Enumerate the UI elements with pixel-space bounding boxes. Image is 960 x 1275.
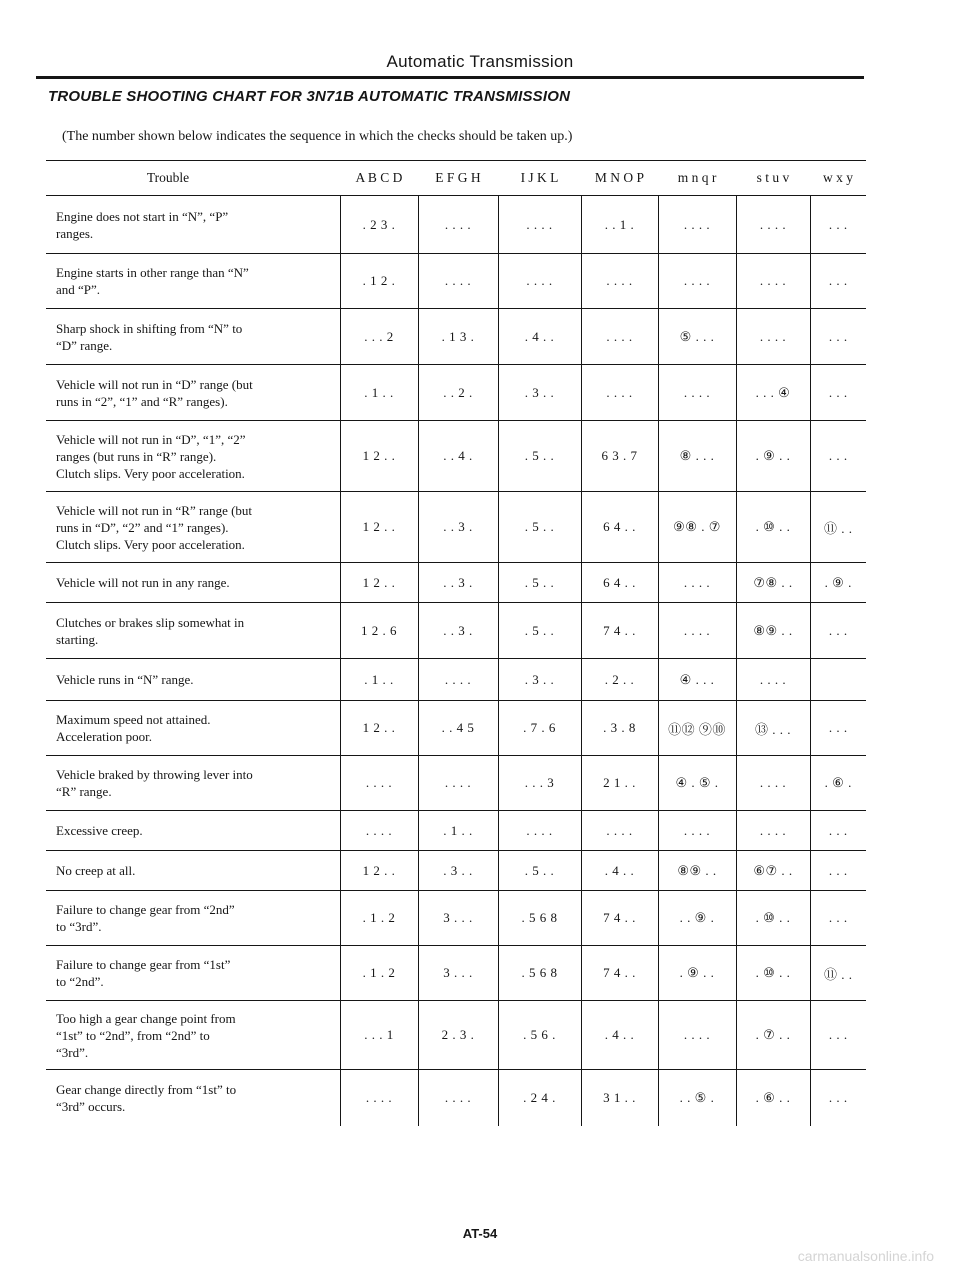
check-sequence-cell: . . .: [810, 1001, 866, 1070]
table-body: [46, 196, 866, 1126]
check-sequence-cell: ⑪⑫ ⑨⑩: [658, 701, 736, 756]
check-sequence-cell: ⑦⑧ . .: [736, 563, 810, 603]
trouble-description: [46, 1001, 340, 1070]
table-row: [46, 659, 866, 701]
check-sequence-cell: . . . 1: [340, 1001, 418, 1070]
trouble-description: [46, 365, 340, 421]
check-sequence-cell: . . . .: [340, 1070, 418, 1126]
table-header-row: [46, 161, 866, 196]
check-sequence-cell: 2 1 . .: [581, 756, 658, 811]
check-sequence-cell: . . . .: [736, 196, 810, 254]
check-sequence-cell: 1 2 . .: [340, 701, 418, 756]
check-sequence-cell: . 2 3 .: [340, 196, 418, 254]
check-sequence-cell: . . . .: [658, 603, 736, 659]
trouble-line: Vehicle will not run in “D” range (but: [56, 376, 253, 392]
trouble-line: Vehicle runs in “N” range.: [56, 672, 194, 687]
check-sequence-cell: [810, 659, 866, 701]
check-sequence-cell: . 5 6 8: [498, 946, 581, 1001]
trouble-line: Excessive creep.: [56, 823, 143, 838]
trouble-description: [46, 946, 340, 1001]
table-row: [46, 421, 866, 492]
check-sequence-cell: . . .: [810, 309, 866, 365]
trouble-line: No creep at all.: [56, 863, 136, 878]
check-sequence-cell: . . .: [810, 196, 866, 254]
check-sequence-cell: . . 1 .: [581, 196, 658, 254]
check-sequence-cell: . 5 . .: [498, 603, 581, 659]
trouble-description: [46, 891, 340, 946]
check-sequence-cell: . ⑩ . .: [736, 492, 810, 563]
table-row: [46, 1070, 866, 1126]
check-sequence-cell: . 5 . .: [498, 421, 581, 492]
check-sequence-cell: . . . .: [658, 365, 736, 421]
column-header-group-5: m n q r: [658, 161, 736, 196]
page-number: AT-54: [462, 1226, 498, 1241]
table-row: [46, 811, 866, 851]
check-sequence-cell: . 1 . .: [418, 811, 498, 851]
check-sequence-cell: . . .: [810, 1070, 866, 1126]
check-sequence-cell: . ⑨ . .: [736, 421, 810, 492]
trouble-line: Failure to change gear from “1st”: [56, 957, 231, 972]
check-sequence-cell: 3 1 . .: [581, 1070, 658, 1126]
check-sequence-cell: . ⑨ . .: [658, 946, 736, 1001]
trouble-description: [46, 563, 340, 603]
table-row: [46, 851, 866, 891]
check-sequence-cell: . . ⑤ .: [658, 1070, 736, 1126]
check-sequence-cell: . 1 . 2: [340, 946, 418, 1001]
check-sequence-cell: 1 2 . .: [340, 563, 418, 603]
table-row: [46, 365, 866, 421]
check-sequence-cell: 7 4 . .: [581, 603, 658, 659]
table-row: [46, 1001, 866, 1070]
check-sequence-cell: . . . .: [581, 365, 658, 421]
trouble-description: [46, 603, 340, 659]
check-sequence-cell: . 1 2 .: [340, 254, 418, 309]
check-sequence-cell: . . . .: [658, 563, 736, 603]
check-sequence-cell: . . . .: [581, 811, 658, 851]
trouble-line: “1st” to “2nd”, from “2nd” to: [56, 1027, 210, 1043]
trouble-description: [46, 254, 340, 309]
trouble-description: [46, 196, 340, 254]
trouble-description: [46, 701, 340, 756]
trouble-line: to “3rd”.: [56, 919, 102, 934]
trouble-description: [46, 492, 340, 563]
trouble-line: “3rd”.: [56, 1044, 89, 1060]
trouble-line: Vehicle braked by throwing lever into: [56, 767, 253, 782]
sequence-note: (The number shown below indicates the sequence in which the checks should be taken up.): [62, 129, 573, 144]
table-row: [46, 891, 866, 946]
table-row: [46, 196, 866, 254]
check-sequence-cell: . . . 2: [340, 309, 418, 365]
check-sequence-cell: . . . .: [498, 811, 581, 851]
check-sequence-cell: . . .: [810, 811, 866, 851]
check-sequence-cell: . 4 . .: [581, 1001, 658, 1070]
check-sequence-cell: . ⑨ .: [810, 563, 866, 603]
check-sequence-cell: . . . .: [418, 1070, 498, 1126]
check-sequence-cell: . . . .: [418, 196, 498, 254]
check-sequence-cell: . 1 . 2: [340, 891, 418, 946]
check-sequence-cell: . . . .: [736, 659, 810, 701]
watermark-text: carmanualsonline.info: [797, 1248, 934, 1264]
trouble-line: Vehicle will not run in “R” range (but: [56, 502, 253, 518]
check-sequence-cell: 6 4 . .: [581, 492, 658, 563]
trouble-line: “D” range.: [56, 337, 113, 353]
check-sequence-cell: . 3 . .: [498, 659, 581, 701]
check-sequence-cell: . ⑩ . .: [736, 891, 810, 946]
check-sequence-cell: . . 4 5: [418, 701, 498, 756]
chart-title: TROUBLE SHOOTING CHART FOR 3N71B AUTOMATIC TRANSMISSION: [48, 88, 571, 105]
table-row: [46, 756, 866, 811]
check-sequence-cell: ⑨⑧ . ⑦: [658, 492, 736, 563]
check-sequence-cell: ⑬ . . .: [736, 701, 810, 756]
trouble-line: Too high a gear change point from: [56, 1010, 236, 1026]
check-sequence-cell: . 2 4 .: [498, 1070, 581, 1126]
check-sequence-cell: . . .: [810, 701, 866, 756]
trouble-line: ranges.: [56, 225, 94, 241]
check-sequence-cell: . . .: [810, 891, 866, 946]
check-sequence-cell: . 4 . .: [498, 309, 581, 365]
table-row: [46, 946, 866, 1001]
column-header-group-1: A B C D: [340, 161, 418, 196]
trouble-line: to “2nd”.: [56, 974, 104, 989]
trouble-line: Engine starts in other range than “N”: [56, 265, 249, 280]
check-sequence-cell: . 2 . .: [581, 659, 658, 701]
check-sequence-cell: 6 4 . .: [581, 563, 658, 603]
trouble-description: [46, 851, 340, 891]
check-sequence-cell: . ⑩ . .: [736, 946, 810, 1001]
check-sequence-cell: . . .: [810, 851, 866, 891]
trouble-line: Failure to change gear from “2nd”: [56, 902, 235, 917]
check-sequence-cell: . . . .: [658, 196, 736, 254]
check-sequence-cell: . . . .: [498, 254, 581, 309]
check-sequence-cell: . . . ④: [736, 365, 810, 421]
trouble-line: Sharp shock in shifting from “N” to: [56, 320, 243, 336]
check-sequence-cell: . . . .: [658, 1001, 736, 1070]
check-sequence-cell: . . . .: [340, 756, 418, 811]
check-sequence-cell: . . . .: [736, 254, 810, 309]
check-sequence-cell: . . .: [810, 421, 866, 492]
check-sequence-cell: . . . .: [658, 811, 736, 851]
table-row: [46, 701, 866, 756]
check-sequence-cell: . 1 . .: [340, 365, 418, 421]
check-sequence-cell: ⑤ . . .: [658, 309, 736, 365]
check-sequence-cell: . 3 . .: [418, 851, 498, 891]
check-sequence-cell: . 5 . .: [498, 563, 581, 603]
check-sequence-cell: . . . .: [418, 756, 498, 811]
check-sequence-cell: . 1 3 .: [418, 309, 498, 365]
check-sequence-cell: . 7 . 6: [498, 701, 581, 756]
check-sequence-cell: 7 4 . .: [581, 891, 658, 946]
check-sequence-cell: . . 4 .: [418, 421, 498, 492]
column-header-group-3: I J K L: [498, 161, 581, 196]
check-sequence-cell: . 1 . .: [340, 659, 418, 701]
check-sequence-cell: . 3 . 8: [581, 701, 658, 756]
table-row: [46, 309, 866, 365]
check-sequence-cell: . 5 . .: [498, 851, 581, 891]
check-sequence-cell: ⑧⑨ . .: [658, 851, 736, 891]
check-sequence-cell: ⑧ . . .: [658, 421, 736, 492]
check-sequence-cell: . . 3 .: [418, 603, 498, 659]
check-sequence-cell: ⑪ . .: [810, 946, 866, 1001]
check-sequence-cell: 3 . . .: [418, 946, 498, 1001]
check-sequence-cell: . 4 . .: [581, 851, 658, 891]
check-sequence-cell: . . 2 .: [418, 365, 498, 421]
check-sequence-cell: . 3 . .: [498, 365, 581, 421]
column-header-group-6: s t u v: [736, 161, 810, 196]
trouble-line: “R” range.: [56, 784, 112, 799]
trouble-description: [46, 811, 340, 851]
table-row: [46, 563, 866, 603]
check-sequence-cell: . ⑦ . .: [736, 1001, 810, 1070]
check-sequence-cell: . . . .: [581, 309, 658, 365]
check-sequence-cell: ⑧⑨ . .: [736, 603, 810, 659]
trouble-description: [46, 756, 340, 811]
trouble-line: Engine does not start in “N”, “P”: [56, 208, 229, 224]
check-sequence-cell: . . . .: [340, 811, 418, 851]
table-row: [46, 603, 866, 659]
trouble-line: “3rd” occurs.: [56, 1098, 126, 1114]
table-row: [46, 254, 866, 309]
trouble-line: Clutch slips. Very poor acceleration.: [56, 536, 245, 552]
check-sequence-cell: ④ . . .: [658, 659, 736, 701]
check-sequence-cell: ⑥⑦ . .: [736, 851, 810, 891]
check-sequence-cell: 1 2 . 6: [340, 603, 418, 659]
check-sequence-cell: . . . 3: [498, 756, 581, 811]
trouble-description: [46, 659, 340, 701]
trouble-line: Vehicle will not run in “D”, “1”, “2”: [56, 431, 246, 447]
check-sequence-cell: 3 . . .: [418, 891, 498, 946]
check-sequence-cell: . . .: [810, 254, 866, 309]
check-sequence-cell: . . . .: [581, 254, 658, 309]
trouble-line: Acceleration poor.: [56, 729, 153, 744]
check-sequence-cell: . . 3 .: [418, 492, 498, 563]
check-sequence-cell: . . 3 .: [418, 563, 498, 603]
check-sequence-cell: . . . .: [418, 659, 498, 701]
trouble-line: ranges (but runs in “R” range).: [56, 448, 217, 464]
trouble-description: [46, 1070, 340, 1126]
check-sequence-cell: . ⑥ . .: [736, 1070, 810, 1126]
check-sequence-cell: . . .: [810, 603, 866, 659]
trouble-description: [46, 309, 340, 365]
check-sequence-cell: 2 . 3 .: [418, 1001, 498, 1070]
check-sequence-cell: 1 2 . .: [340, 421, 418, 492]
trouble-line: Clutch slips. Very poor acceleration.: [56, 465, 245, 481]
trouble-line: runs in “D”, “2” and “1” ranges).: [56, 519, 229, 535]
check-sequence-cell: . 5 6 8: [498, 891, 581, 946]
check-sequence-cell: . . . .: [498, 196, 581, 254]
check-sequence-cell: . . . .: [418, 254, 498, 309]
header-rule: [36, 76, 864, 79]
trouble-line: Gear change directly from “1st” to: [56, 1081, 237, 1097]
check-sequence-cell: . . .: [810, 365, 866, 421]
table-row: [46, 492, 866, 563]
trouble-line: Maximum speed not attained.: [56, 712, 211, 727]
check-sequence-cell: 6 3 . 7: [581, 421, 658, 492]
trouble-line: starting.: [56, 631, 99, 647]
trouble-line: Clutches or brakes slip somewhat in: [56, 614, 245, 630]
check-sequence-cell: . ⑥ .: [810, 756, 866, 811]
check-sequence-cell: . . . .: [736, 756, 810, 811]
column-header-group-4: M N O P: [581, 161, 658, 196]
section-title: Automatic Transmission: [386, 52, 574, 71]
column-header-trouble: Trouble: [46, 161, 340, 196]
check-sequence-cell: . 5 6 .: [498, 1001, 581, 1070]
check-sequence-cell: . . ⑨ .: [658, 891, 736, 946]
check-sequence-cell: . . . .: [736, 309, 810, 365]
check-sequence-cell: ⑪ . .: [810, 492, 866, 563]
check-sequence-cell: 1 2 . .: [340, 851, 418, 891]
trouble-description: [46, 421, 340, 492]
check-sequence-cell: ④ . ⑤ .: [658, 756, 736, 811]
check-sequence-cell: 7 4 . .: [581, 946, 658, 1001]
trouble-line: runs in “2”, “1” and “R” ranges).: [56, 393, 228, 409]
column-header-group-2: E F G H: [418, 161, 498, 196]
check-sequence-cell: . . . .: [736, 811, 810, 851]
trouble-line: Vehicle will not run in any range.: [56, 575, 230, 590]
check-sequence-cell: 1 2 . .: [340, 492, 418, 563]
check-sequence-cell: . 5 . .: [498, 492, 581, 563]
trouble-line: and “P”.: [56, 282, 101, 297]
trouble-shooting-table: [46, 160, 866, 1126]
check-sequence-cell: . . . .: [658, 254, 736, 309]
column-header-group-7: w x y: [810, 161, 866, 196]
